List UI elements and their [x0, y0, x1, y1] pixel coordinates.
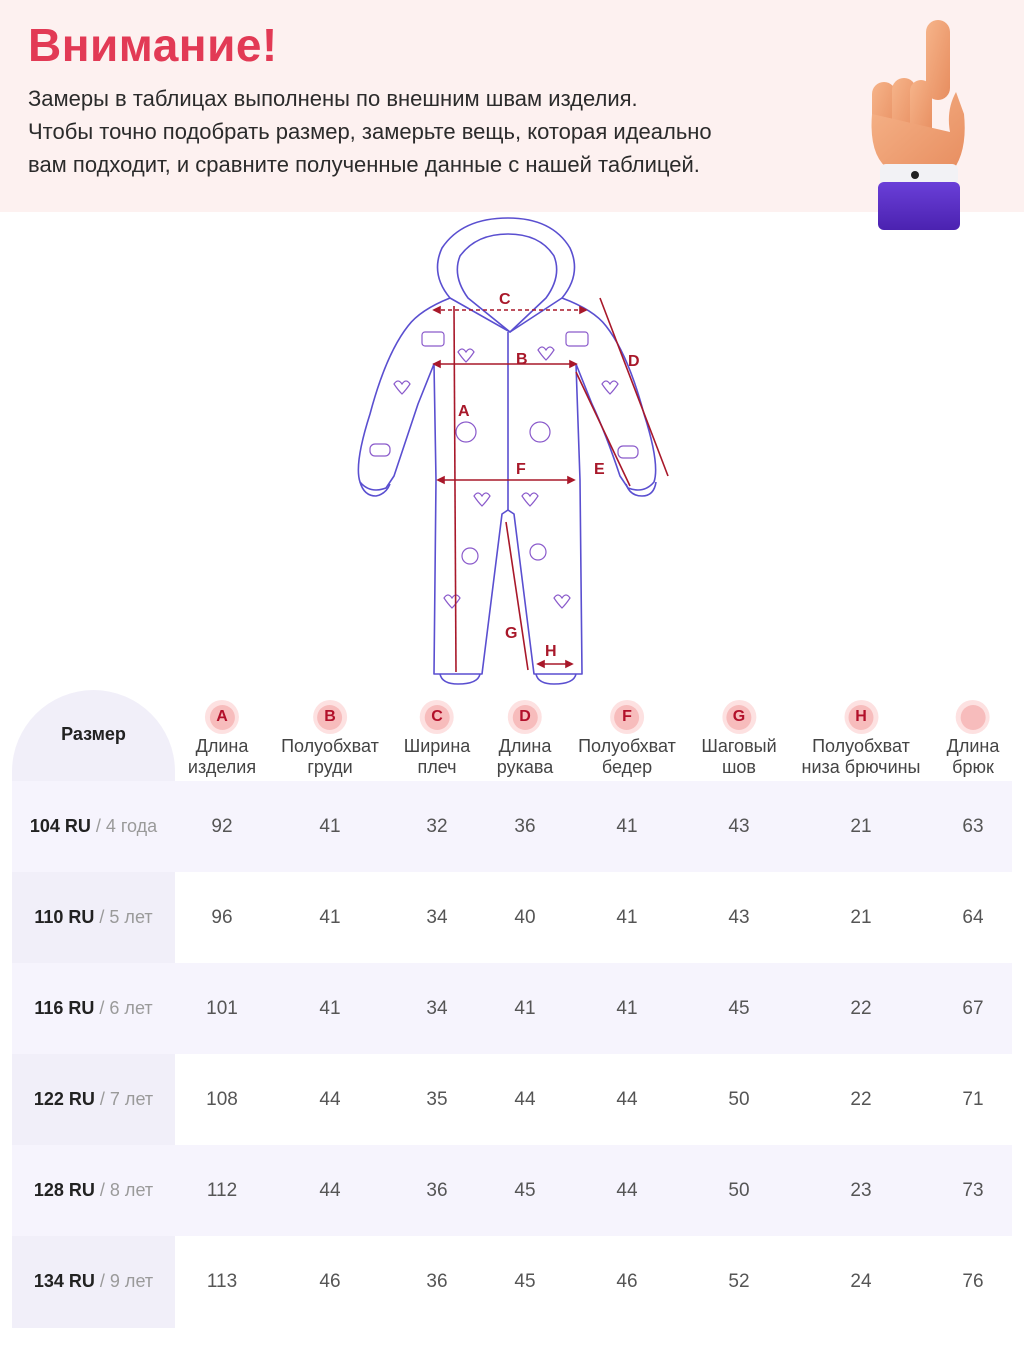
notice-line: Чтобы точно подобрать размер, замерьте вещь, которая идеально [28, 119, 712, 144]
table-cell: 36 [426, 1271, 448, 1292]
table-cell: 41 [616, 998, 638, 1019]
letter-badge [610, 700, 644, 734]
letter-badge [420, 700, 454, 734]
table-cell: 41 [616, 907, 638, 928]
table-cell: 21 [850, 907, 872, 928]
diagram-label-e: E [594, 461, 605, 478]
size-cell [12, 1145, 175, 1236]
column-label: Длина изделия [187, 736, 257, 777]
table-row [12, 872, 1012, 963]
size-column-header: Размер [61, 724, 126, 744]
table-cell: 50 [728, 1089, 750, 1110]
table-cell: 46 [616, 1271, 638, 1292]
letter-badge [956, 700, 990, 734]
age-value: / 9 лет [94, 1271, 154, 1291]
notice-title: Внимание! [28, 19, 278, 71]
column-header-a [188, 700, 256, 778]
table-cell: 34 [426, 907, 448, 928]
table-cell: 44 [319, 1180, 341, 1201]
age-value: / 7 лет [94, 1089, 154, 1109]
table-cell: 43 [728, 816, 750, 837]
size-value: 128 RU [33, 1180, 95, 1200]
column-label: Длина рукава [496, 736, 554, 777]
table-cell: 41 [319, 998, 341, 1019]
diagram-label-c: C [499, 291, 511, 308]
diagram-label-f: F [516, 461, 526, 478]
letter-badge [313, 700, 347, 734]
table-cell: 76 [962, 1271, 984, 1292]
column-label: Полуобхват низа брючины [801, 736, 921, 777]
table-cell: 96 [211, 907, 233, 928]
table-cell: 44 [319, 1089, 341, 1110]
age-value: / 4 года [90, 816, 158, 836]
column-label: Длина брюк [946, 736, 1000, 777]
table-cell: 113 [206, 1271, 238, 1292]
table-cell: 101 [206, 998, 238, 1019]
table-cell: 43 [728, 907, 750, 928]
size-value: 110 RU [34, 907, 95, 927]
size-value: 134 RU [33, 1271, 95, 1291]
table-cell: 24 [850, 1271, 872, 1292]
table-cell: 45 [728, 998, 750, 1019]
table-cell: 21 [850, 816, 872, 837]
table-cell: 41 [319, 816, 341, 837]
table-cell: 67 [962, 998, 984, 1019]
table-cell: 63 [962, 816, 984, 837]
table-cell: 108 [206, 1089, 238, 1110]
column-header-trouser-length [947, 700, 1000, 778]
table-cell: 22 [850, 998, 872, 1019]
notice-line: Замеры в таблицах выполнены по внешним швам изделия. [28, 86, 638, 111]
column-label: Полуобхват груди [281, 736, 379, 777]
table-cell: 32 [426, 816, 448, 837]
badge-letter: A [209, 705, 234, 730]
size-value: 104 RU [29, 816, 91, 836]
column-label: Шаговый шов [701, 736, 777, 777]
table-cell: 112 [206, 1180, 238, 1201]
pointing-hand-icon [858, 14, 978, 236]
jumpsuit-diagram-icon [330, 214, 700, 690]
size-value: 122 RU [33, 1089, 95, 1109]
column-header-h [802, 700, 921, 778]
table-cell: 23 [850, 1180, 872, 1201]
table-cell: 44 [616, 1180, 638, 1201]
size-cell [12, 781, 175, 872]
size-cell [12, 963, 175, 1054]
table-cell: 50 [728, 1180, 750, 1201]
age-value: / 8 лет [94, 1180, 154, 1200]
badge-letter [960, 705, 985, 730]
badge-letter: B [318, 705, 343, 730]
badge-letter: G [727, 705, 752, 730]
badge-letter: D [513, 705, 538, 730]
badge-letter: C [424, 705, 449, 730]
letter-badge [722, 700, 756, 734]
table-row [12, 963, 1012, 1054]
size-cell [12, 1054, 175, 1145]
table-cell: 41 [616, 816, 638, 837]
table-cell: 92 [211, 816, 233, 837]
column-label: Полуобхват бедер [578, 736, 676, 777]
age-value: / 5 лет [94, 907, 153, 927]
badge-letter: F [615, 705, 640, 730]
size-value: 116 RU [34, 998, 95, 1018]
column-header-g [701, 700, 776, 778]
table-cell: 22 [850, 1089, 872, 1110]
diagram-label-d: D [628, 353, 640, 370]
table-cell: 40 [514, 907, 536, 928]
size-table [12, 690, 1012, 1330]
notice-line: вам подходит, и сравните полученные данные с нашей таблицей. [28, 152, 700, 177]
table-cell: 64 [962, 907, 984, 928]
column-header-c [404, 700, 471, 778]
table-row [12, 781, 1012, 872]
column-label: Ширина плеч [403, 736, 471, 777]
diagram-label-h: H [545, 643, 557, 660]
diagram-label-a: A [458, 403, 470, 420]
table-cell: 45 [514, 1180, 536, 1201]
letter-badge [844, 700, 878, 734]
table-row [12, 1054, 1012, 1145]
column-header-f [578, 700, 676, 778]
table-cell: 36 [514, 816, 536, 837]
letter-badge [205, 700, 239, 734]
size-cell [12, 872, 175, 963]
table-cell: 44 [514, 1089, 536, 1110]
diagram-label-b: B [516, 351, 528, 368]
table-cell: 46 [319, 1271, 341, 1292]
table-cell: 34 [426, 998, 448, 1019]
column-header-d [497, 700, 553, 778]
badge-letter: H [849, 705, 874, 730]
table-cell: 41 [514, 998, 536, 1019]
letter-badge [508, 700, 542, 734]
table-cell: 45 [514, 1271, 536, 1292]
diagram-label-g: G [505, 625, 518, 642]
table-cell: 52 [728, 1271, 750, 1292]
size-cell [12, 1236, 175, 1327]
table-cell: 36 [426, 1180, 448, 1201]
table-cell: 71 [962, 1089, 984, 1110]
table-cell: 41 [319, 907, 341, 928]
table-cell: 44 [616, 1089, 638, 1110]
column-header-b [281, 700, 379, 778]
age-value: / 6 лет [94, 998, 153, 1018]
table-cell: 35 [426, 1089, 448, 1110]
table-row [12, 1145, 1012, 1236]
table-row [12, 1236, 1012, 1327]
notice-text [28, 82, 828, 181]
table-cell: 73 [962, 1180, 984, 1201]
